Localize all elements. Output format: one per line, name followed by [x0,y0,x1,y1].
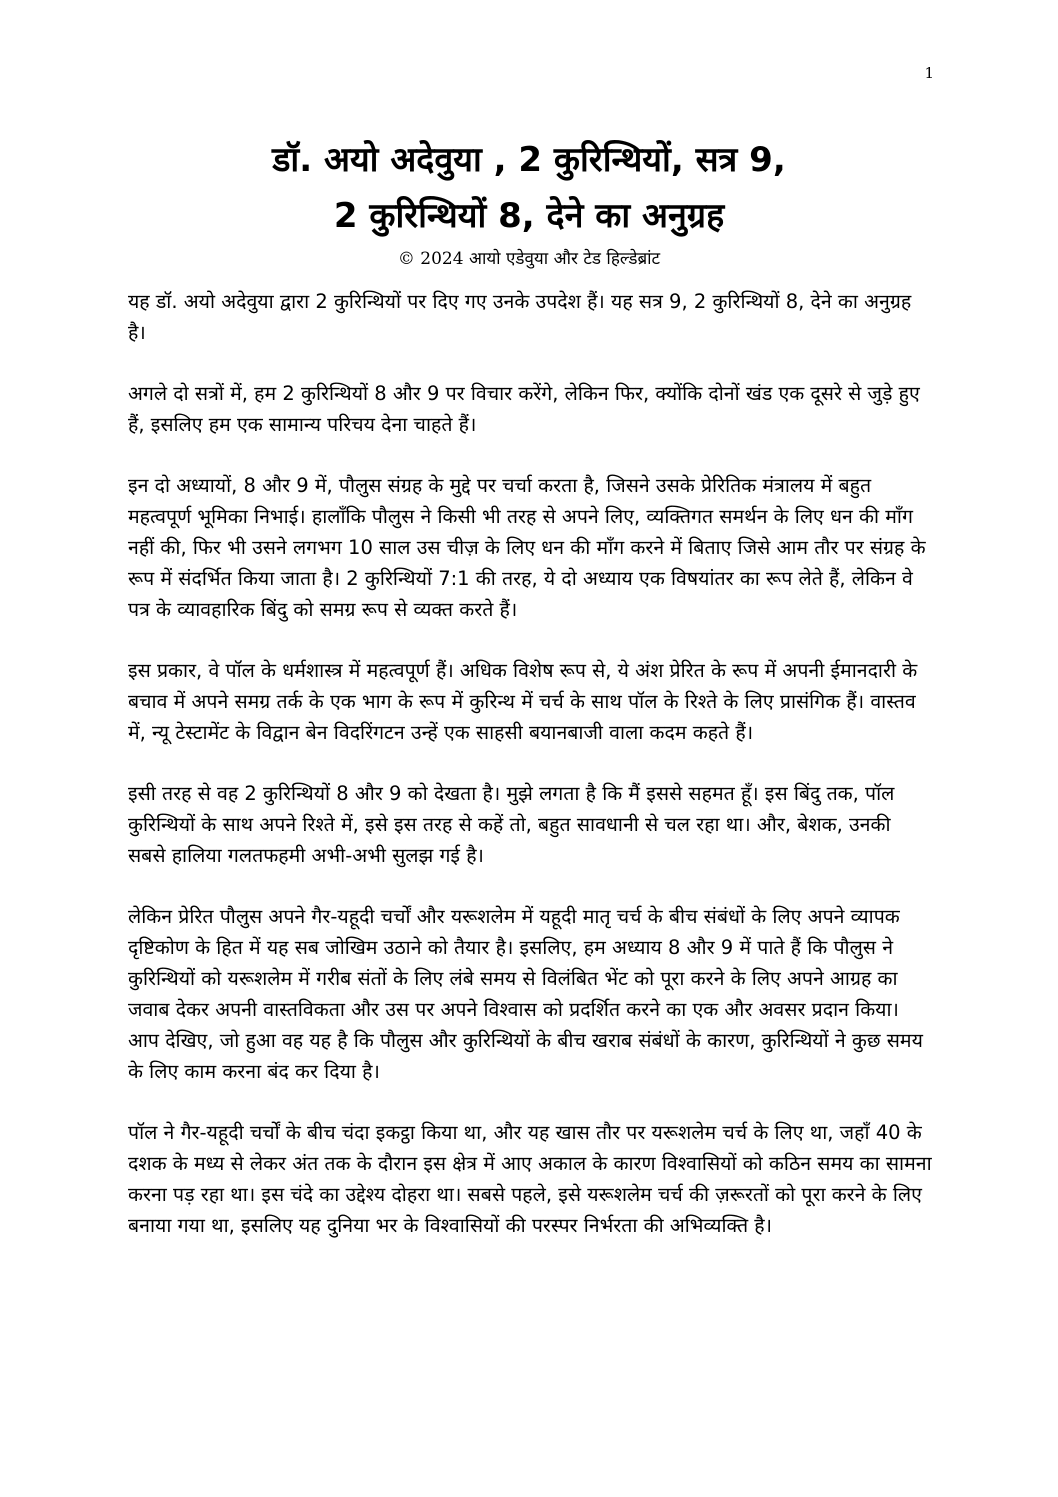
paragraph-2: अगले दो सत्रों में, हम 2 कुरिन्थियों 8 और 9 पर विचार करेंगे, लेकिन फिर, क्योंकि दोनों खंड एक दूसरे से जुड़े हुए हैं, इसलिए हम एक सामान्य परिचय देना चाहते हैं। [128,382,920,436]
copyright-notice: © 2024 आयो एडेवुया और टेड हिल्डेब्रांट [397,249,661,269]
paragraph-7: पॉल ने गैर-यहूदी चर्चों के बीच चंदा इकट्ठा किया था, और यह खास तौर पर यरूशलेम चर्च के लिए था, जहाँ 40 के दशक के मध्य से लेकर अंत तक के दौरान इस क्षेत्र में आए अकाल के कारण विश्वासियों को कठिन समय का सामना करना पड़ रहा था। इस चंदे का उद्देश्य दोहरा था। सबसे पहले, इसे यरूशलेम चर्च की ज़रूरतों को पूरा करने के लिए बनाया गया था, इसलिए यह दुनिया भर के विश्वासियों की परस्पर निर्भरता की अभिव्यक्ति है। [128,1121,932,1237]
document-body [128,286,934,1271]
paragraph-5: इसी तरह से वह 2 कुरिन्थियों 8 और 9 को देखता है। मुझे लगता है कि मैं इससे सहमत हूँ। इस बिंदु तक, पॉल कुरिन्थियों के साथ अपने रिश्ते में, इसे इस तरह से कहें तो, बहुत सावधानी से चल रहा था। और, बेशक, उनकी सबसे हालिया गलतफहमी अभी-अभी सुलझ गई है। [128,782,895,867]
page-title-line-1: डॉ. अयो अदेवुया , 2 कुरिन्थियों, सत्र 9, [272,140,786,180]
paragraph-6: लेकिन प्रेरित पौलुस अपने गैर-यहूदी चर्चों और यरूशलेम में यहूदी मातृ चर्च के बीच संबंधों के लिए अपने व्यापक दृष्टिकोण के हित में यह सब जोखिम उठाने को तैयार है। इसलिए, हम अध्याय 8 और 9 में पाते हैं कि पौलुस ने कुरिन्थियों को यरूशलेम में गरीब संतों के लिए लंबे समय से विलंबित भेंट को पूरा करने के लिए अपने आग्रह का जवाब देकर अपनी वास्तविकता और उस पर अपने विश्वास को प्रदर्शित करने का एक और अवसर प्रदान किया। आप देखिए, जो हुआ वह यह है कि पौलुस और कुरिन्थियों के बीच खराब संबंधों के कारण, कुरिन्थियों ने कुछ समय के लिए काम करना बंद कर दिया है। [128,905,923,1083]
title-block [100,132,958,272]
paragraph-4: इस प्रकार, वे पॉल के धर्मशास्त्र में महत्वपूर्ण हैं। अधिक विशेष रूप से, ये अंश प्रेरित के रूप में अपनी ईमानदारी के बचाव में अपने समग्र तर्क के एक भाग के रूप में कुरिन्थ में चर्च के साथ पॉल के रिश्ते के लिए प्रासंगिक हैं। वास्तव में, न्यू टेस्टामेंट के विद्वान बेन विदरिंगटन उन्हें एक साहसी बयानबाजी वाला कदम कहते हैं। [128,659,918,744]
page-number: 1 [924,64,934,82]
paragraph-3: इन दो अध्यायों, 8 और 9 में, पौलुस संग्रह के मुद्दे पर चर्चा करता है, जिसने उसके प्रेरितिक मंत्रालय में बहुत महत्वपूर्ण भूमिका निभाई। हालाँकि पौलुस ने किसी भी तरह से अपने लिए, व्यक्तिगत समर्थन के लिए धन की माँग नहीं की, फिर भी उसने लगभग 10 साल उस चीज़ के लिए धन की माँग करने में बिताए जिसे आम तौर पर संग्रह के रूप में संदर्भित किया जाता है। 2 कुरिन्थियों 7:1 की तरह, ये दो अध्याय एक विषयांतर का रूप लेते हैं, लेकिन वे पत्र के व्यावहारिक बिंदु को समग्र रूप से व्यक्त करते हैं। [128,474,926,621]
paragraph-1: यह डॉ. अयो अदेवुया द्वारा 2 कुरिन्थियों पर दिए गए उनके उपदेश हैं। यह सत्र 9, 2 कुरिन्थियों 8, देने का अनुग्रह है। [128,290,912,344]
page-title-line-2: 2 कुरिन्थियों 8, देने का अनुग्रह [333,196,725,236]
